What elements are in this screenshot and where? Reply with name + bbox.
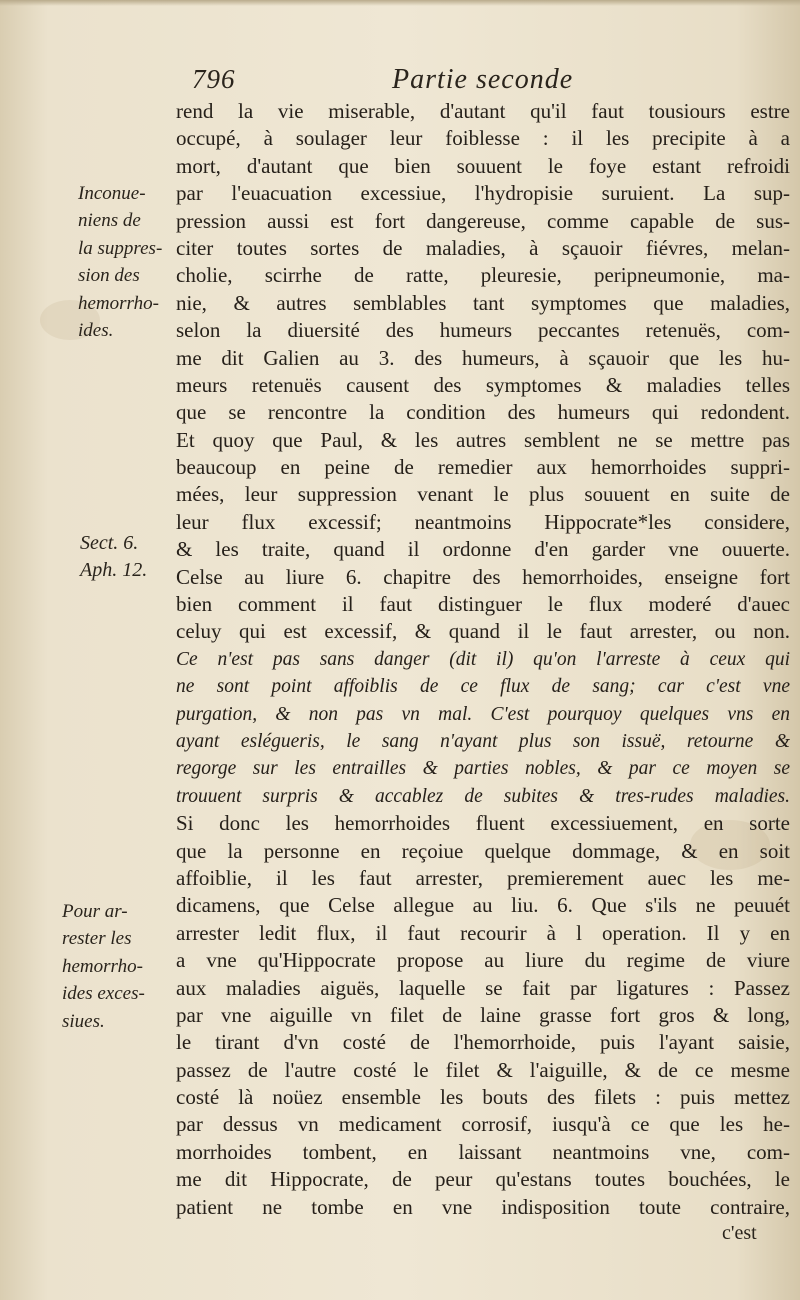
text-line: par dessus vn medicament corrosif, iusqu'à ce que les he-: [176, 1112, 790, 1137]
text-line: costé là noüez ensemble les bouts des filets : puis mettez: [176, 1085, 790, 1110]
text-line: occupé, à soulager leur foiblesse : il les precipite à a: [176, 126, 790, 151]
text-line: dicamens, que Celse allegue au liu. 6. Que s'ils ne peuuét: [176, 893, 790, 918]
text-line: mort, d'autant que bien souuent le foye estant refroidi: [176, 153, 790, 178]
text-line: par l'euacuation excessiue, l'hydropisie suruient. La sup-: [176, 181, 790, 206]
text-line: patient ne tombe en vne indisposition toute contraire,: [176, 1194, 790, 1219]
catchword: c'est: [722, 1222, 757, 1244]
margin-note-suppression: [78, 180, 162, 344]
text-line: rend la vie miserable, d'autant qu'il faut tousiours estre: [176, 99, 790, 123]
margin-note-aphorism-reference: [80, 530, 147, 585]
text-line: passez de l'autre costé le filet & l'aiguille, & de ce mesme: [176, 1057, 790, 1082]
margin-note-line: hemorrho-: [62, 955, 143, 977]
text-line: affoiblie, il les faut arrester, premierement auec les me-: [176, 865, 790, 890]
text-line: que se rencontre la condition des humeurs qui redondent.: [176, 400, 790, 425]
text-line: Celse au liure 6. chapitre des hemorrhoides, enseigne fort: [176, 564, 790, 589]
page-number: 796: [192, 64, 236, 94]
text-line: beaucoup en peine de remedier aux hemorrhoides suppri-: [176, 455, 790, 480]
text-line: par vne aiguille vn filet de laine grasse fort gros & long,: [176, 1002, 790, 1027]
text-line: bien comment il faut distinguer le flux moderé d'auec: [176, 592, 790, 617]
text-line: me dit Hippocrate, de peur qu'estans toutes bouchées, le: [176, 1167, 790, 1192]
margin-note-arrest-excess: [62, 898, 145, 1035]
text-line-quotation: Ce n'est pas sans danger (dit il) qu'on l'arreste à ceux qui: [176, 648, 790, 670]
margin-note-line: la suppres-: [78, 237, 163, 259]
text-line-quotation: ayant eslégueris, le sang n'ayant plus son issuë, retourne &: [176, 730, 790, 752]
page-edge-shadow: [0, 0, 800, 6]
main-text: [176, 98, 790, 1221]
text-line-quotation: purgation, & non pas vn mal. C'est pourquoy quelques vns en: [176, 703, 790, 725]
text-line: a vne qu'Hippocrate propose au liure du regime de viure: [176, 948, 790, 973]
text-line: le tirant d'vn costé de l'hemorrhoide, puis l'ayant saisie,: [176, 1030, 790, 1055]
text-line-quotation: trouuent surpris & accablez de subites & tres-rudes maladies.: [176, 785, 790, 807]
margin-note-line: ides exces-: [62, 983, 145, 1005]
text-line: & les traite, quand il ordonne d'en garder vne ouuerte.: [176, 537, 790, 562]
text-line: morrhoides tombent, en laissant neantmoins vne, com-: [176, 1139, 790, 1164]
margin-note-line: siues.: [62, 1010, 105, 1032]
margin-note-line: Sect. 6.: [80, 532, 139, 554]
text-line: meurs retenuës causent des symptomes & maladies telles: [176, 372, 790, 397]
text-line: nie, & autres semblables tant symptomes que maladies,: [176, 290, 790, 315]
text-line-quotation: regorge sur les entrailles & parties nobles, & par ce moyen se: [176, 758, 790, 780]
margin-note-line: Pour ar-: [62, 901, 128, 922]
text-line: pression aussi est fort dangereuse, comme capable de sus-: [176, 208, 790, 233]
margin-note-line: hemorrho-: [78, 292, 159, 314]
margin-note-line: niens de: [78, 210, 141, 232]
text-line: Et quoy que Paul, & les autres semblent ne se mettre pas: [176, 427, 790, 452]
margin-note-line: sion des: [78, 265, 140, 287]
margin-note-line: Inconue-: [78, 183, 146, 204]
text-line-quotation: ne sont point affoiblis de ce flux de sang; car c'est vne: [176, 676, 790, 698]
text-line: arrester ledit flux, il faut recourir à l operation. Il y en: [176, 920, 790, 945]
margin-note-line: Aph. 12.: [80, 559, 148, 582]
text-line: que la personne en reçoiue quelque dommage, & en soit: [176, 838, 790, 863]
text-line: celuy qui est excessif, & quand il le faut arrester, ou non.: [176, 619, 790, 644]
text-line: citer toutes sortes de maladies, à sçauoir fiévres, melan-: [176, 235, 790, 260]
text-line: me dit Galien au 3. des humeurs, à sçauoir que les hu-: [176, 345, 790, 370]
margin-note-line: rester les: [62, 928, 132, 950]
text-line: aux maladies aiguës, laquelle se fait par ligatures : Passez: [176, 975, 790, 1000]
text-line: Si donc les hemorrhoides fluent excessiuement, en sorte: [176, 811, 790, 836]
margin-note-line: ides.: [78, 320, 114, 342]
text-line: mées, leur suppression venant le plus souuent en suite de: [176, 482, 790, 507]
running-head: Partie seconde: [392, 64, 574, 95]
text-line: cholie, scirrhe de ratte, pleuresie, peripneumonie, ma-: [176, 263, 790, 288]
text-line: selon la diuersité des humeurs peccantes retenuës, com-: [176, 318, 790, 343]
text-line: leur flux excessif; neantmoins Hippocrate*les considere,: [176, 509, 790, 534]
